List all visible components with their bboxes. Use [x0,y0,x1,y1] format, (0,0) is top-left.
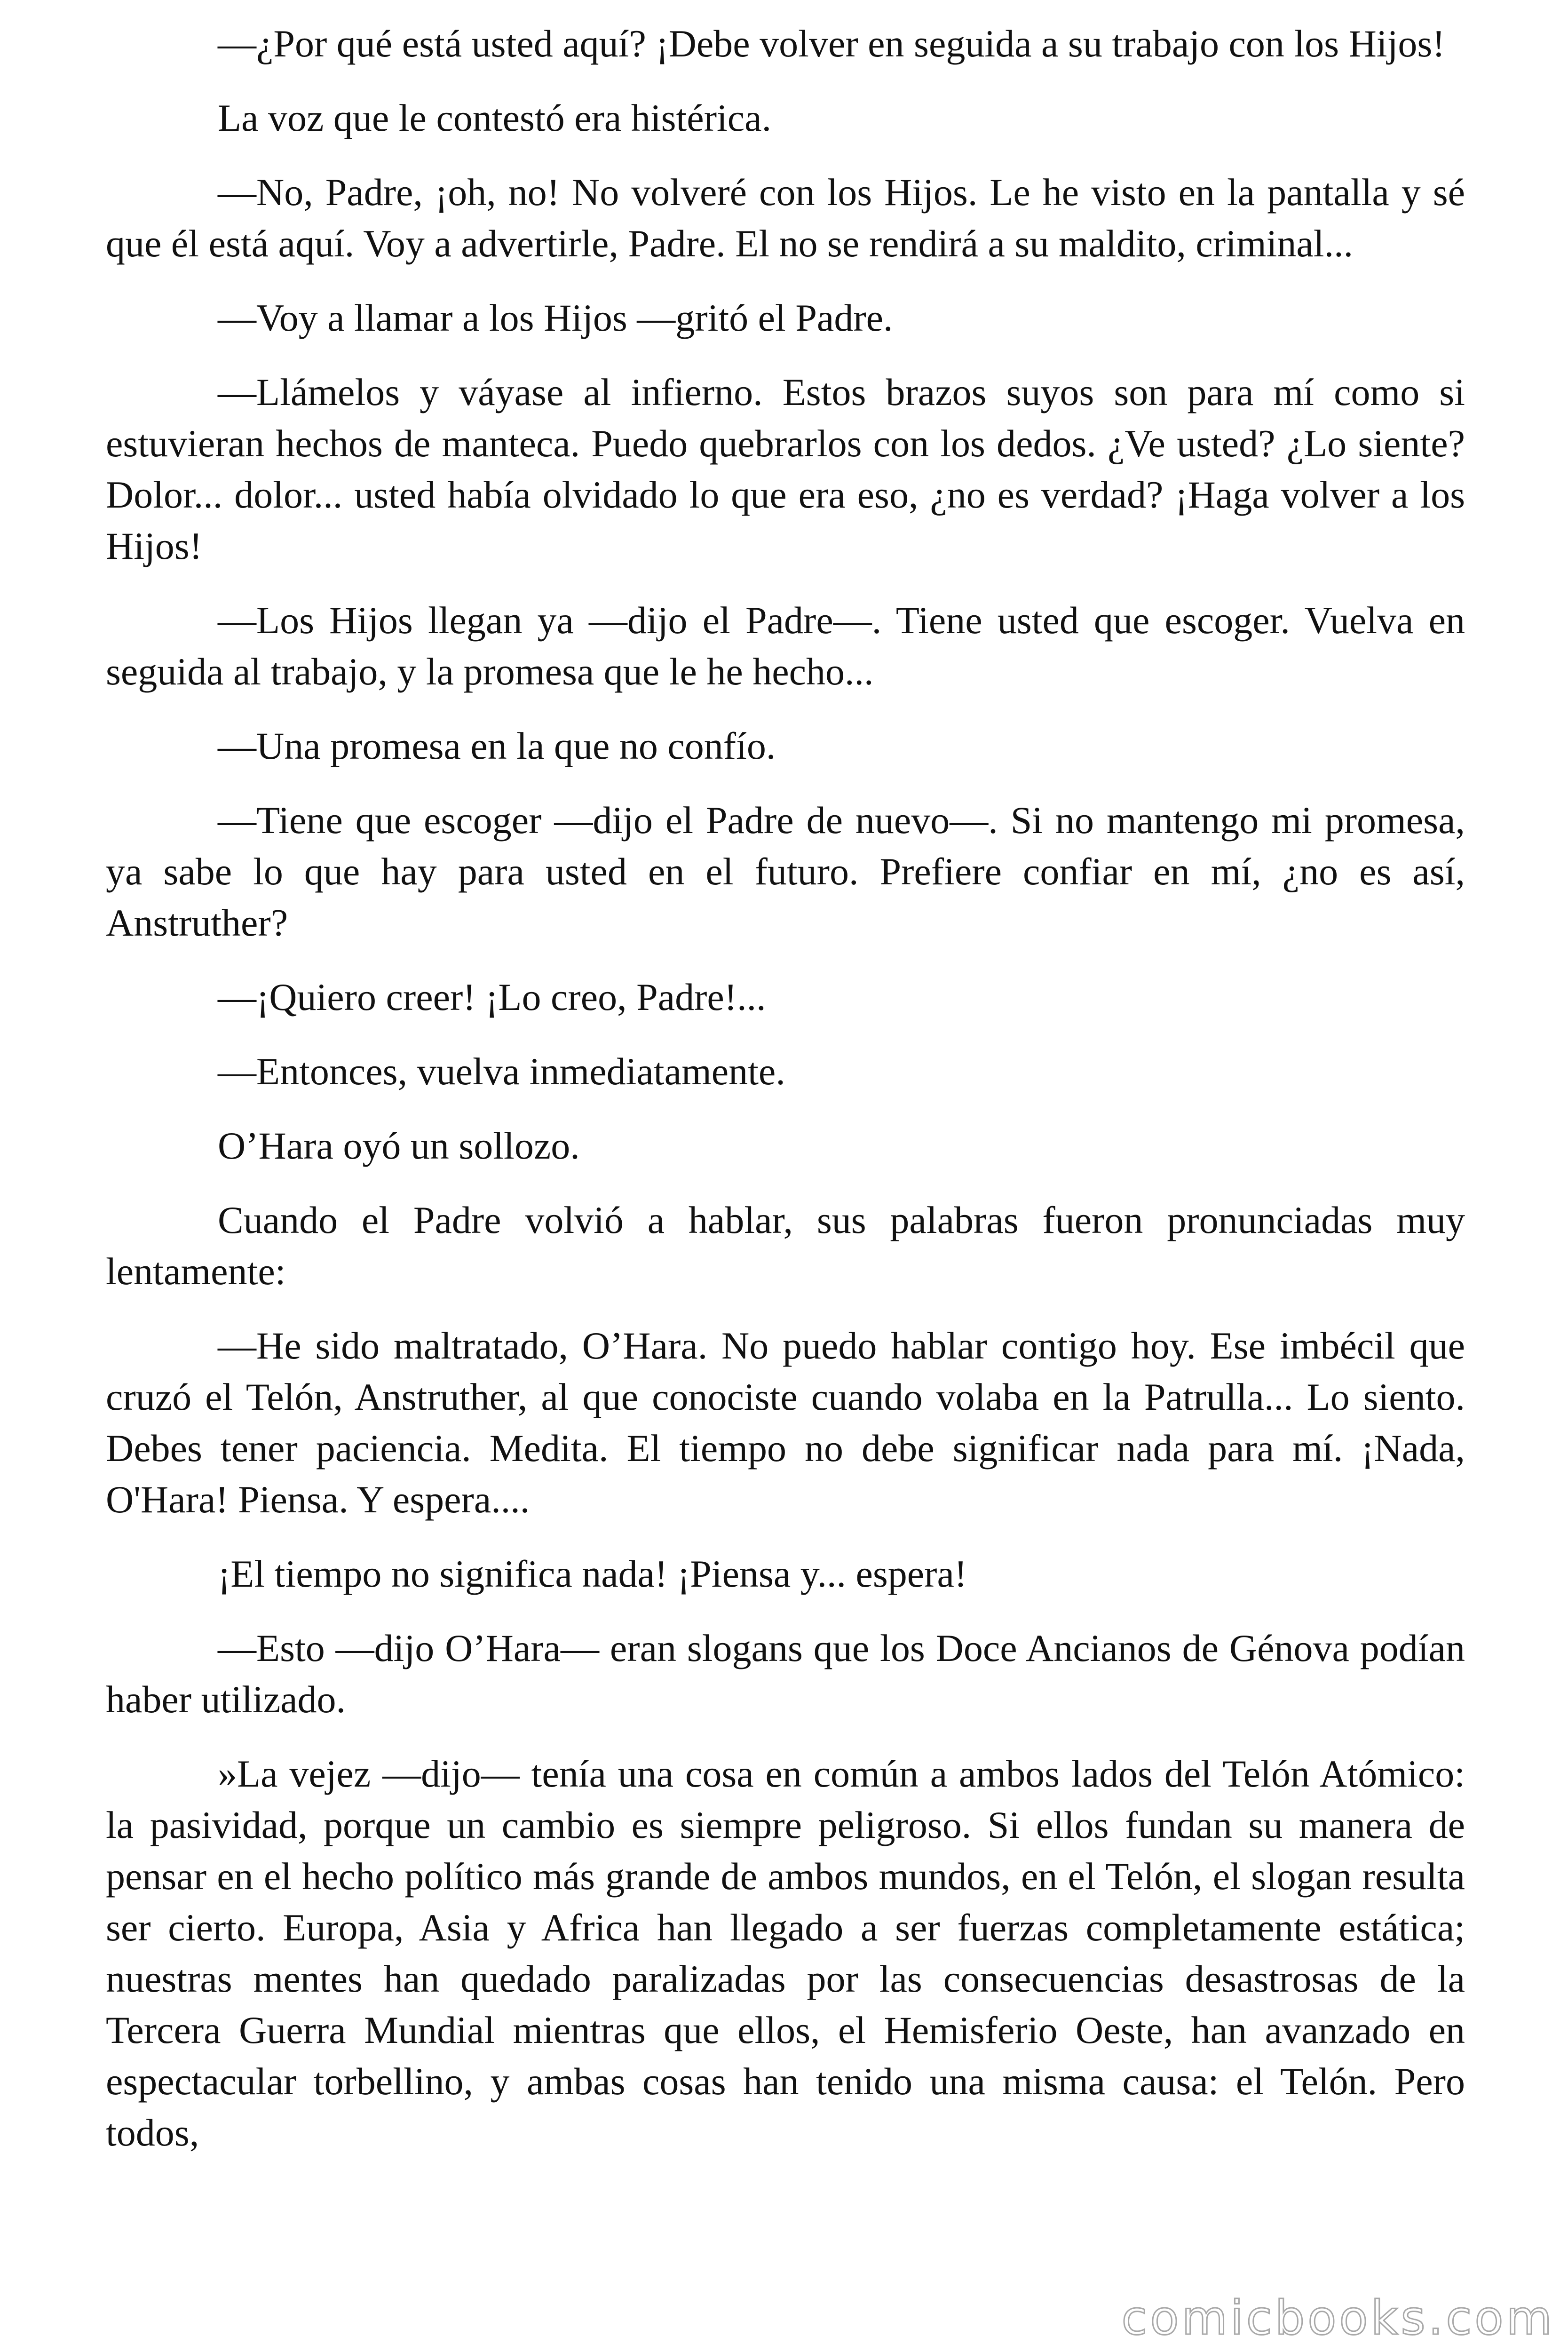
paragraph: —Una promesa en la que no confío. [218,724,776,767]
paragraph: —No, Padre, ¡oh, no! No volveré con los Hijos. Le he visto en la pantalla y sé que él está aquí. Voy a advertirle, Padre. El no se rendirá a su maldito, criminal... [106,171,1465,265]
paragraph: —¿Por qué está usted aquí? ¡Debe volver en seguida a su trabajo con los Hijos! [218,22,1445,65]
paragraph: —Esto —dijo O’Hara— eran slogans que los Doce Ancianos de Génova podían haber utilizado. [106,1627,1465,1721]
paragraph: »La vejez —dijo— tenía una cosa en común a ambos lados del Telón Atómico: la pasividad, porque un cambio es siempre peligroso. Si ellos fundan su manera de pensar en el hecho político más grande de ambos mundos, en el Telón, el slogan resulta ser cierto. Europa, Asia y Africa han llegado a ser fuerzas completamente estática; nuestras mentes han quedado paralizadas por las consecuencias desastrosas de la Tercera Guerra Mundial mientras que ellos, el Hemisferio Oeste, han avanzado en espectacular torbellino, y ambas cosas han tenido una misma causa: el Telón. Pero todos, [106,1752,1465,2154]
paragraph: —Llámelos y váyase al infierno. Estos brazos suyos son para mí como si estuvieran hechos de manteca. Puedo quebrarlos con los dedos. ¿Ve usted? ¿Lo siente? Dolor... dolor... usted había olvidado lo que era eso, ¿no es verdad? ¡Haga volver a los Hijos! [106,371,1465,567]
paragraph: —Entonces, vuelva inmediatamente. [218,1050,785,1093]
paragraph: ¡El tiempo no significa nada! ¡Piensa y... espera! [218,1552,967,1595]
page-text [106,18,1465,2181]
paragraph: O’Hara oyó un sollozo. [218,1124,580,1167]
paragraph: —Voy a llamar a los Hijos —gritó el Padre. [218,296,893,339]
paragraph: —He sido maltratado, O’Hara. No puedo hablar contigo hoy. Ese imbécil que cruzó el Telón, Anstruther, al que conociste cuando volaba en la Patrulla... Lo siento. Debes tener paciencia. Medita. El tiempo no debe significar nada para mí. ¡Nada, O'Hara! Piensa. Y espera.... [106,1324,1465,1521]
paragraph: —¡Quiero creer! ¡Lo creo, Padre!... [218,976,766,1018]
watermark-logo: comicbooks.com [1121,2290,1555,2345]
paragraph: —Tiene que escoger —dijo el Padre de nuevo—. Si no mantengo mi promesa, ya sabe lo que hay para usted en el futuro. Prefiere confiar en mí, ¿no es así, Anstruther? [106,799,1465,944]
paragraph: Cuando el Padre volvió a hablar, sus palabras fueron pronunciadas muy lentamente: [106,1199,1465,1293]
paragraph: La voz que le contestó era histérica. [218,96,772,139]
paragraph: —Los Hijos llegan ya —dijo el Padre—. Tiene usted que escoger. Vuelva en seguida al trabajo, y la promesa que le he hecho... [106,599,1465,693]
